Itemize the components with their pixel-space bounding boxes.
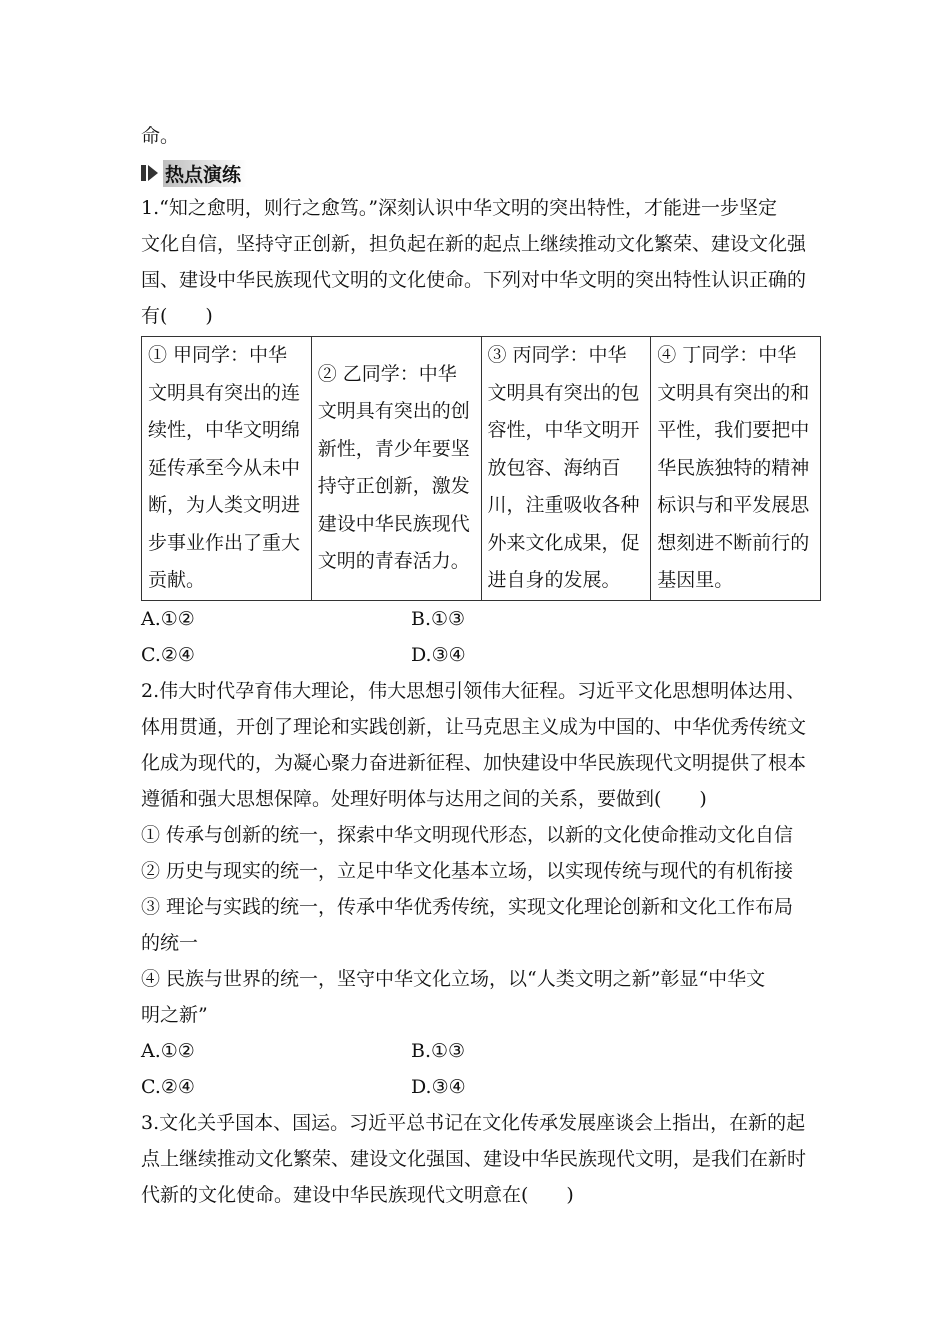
choice-d[interactable]: D.③④ — [411, 1075, 466, 1098]
q1-line: 有( ) — [141, 305, 213, 327]
q2-line: 化成为现代的，为凝心聚力奋进新征程、加快建设中华民族现代文明提供了根本 — [141, 751, 807, 774]
previous-fragment: 命。 — [141, 125, 180, 147]
choice-c[interactable]: C.②④ — [141, 643, 195, 666]
q2-choices-row — [141, 1033, 821, 1069]
q3-line: 点上继续推动文化繁荣、建设文化强国、建设中华民族现代文明，是我们在新时 — [141, 1147, 807, 1170]
q1-line: 1.“知之愈明，则行之愈笃。”深刻认识中华文明的突出特性，才能进一步坚定 — [141, 197, 778, 219]
q2-statement: 明之新” — [141, 1003, 208, 1026]
q1-statement-table — [141, 336, 821, 601]
q2-statement: ② 历史与现实的统一，立足中华文化基本立场，以实现传统与现代的有机衔接 — [141, 859, 794, 882]
document-page — [141, 118, 821, 1213]
q1-line: 文化自信，坚持守正创新，担负起在新的起点上继续推动文化繁荣、建设文化强 — [141, 233, 807, 255]
q2-statement: ③ 理论与实践的统一，传承中华优秀传统，实现文化理论创新和文化工作布局 — [141, 895, 794, 918]
q2-statement: ④ 民族与世界的统一，坚守中华文化立场，以“人类文明之新”彰显“中华文 — [141, 967, 766, 990]
q2-statement: 的统一 — [141, 931, 199, 954]
q1-line: 国、建设中华民族现代文明的文化使命。下列对中华文明的突出特性认识正确的 — [141, 269, 807, 291]
q2-statement: ① 传承与创新的统一，探索中华文明现代形态，以新的文化使命推动文化自信 — [141, 823, 794, 846]
statement-cell-2: ② 乙同学：中华文明具有突出的创新性，青少年要坚持守正创新，激发建设中华民族现代文明的青春活力。 — [311, 337, 481, 601]
statement-cell-3: ③ 丙同学：中华文明具有突出的包容性，中华文明开放包容、海纳百川，注重吸收各种外来文化成果，促进自身的发展。 — [481, 337, 651, 601]
choice-a[interactable]: A.①② — [141, 607, 195, 630]
section-marker-icon — [141, 164, 159, 182]
q2-line: 2.伟大时代孕育伟大理论，伟大思想引领伟大征程。习近平文化思想明体达用、 — [141, 679, 806, 702]
statement-cell-4: ④ 丁同学：中华文明具有突出的和平性，我们要把中华民族独特的精神标识与和平发展思想刻进不断前行的基因里。 — [651, 337, 821, 601]
q1-choices-row — [141, 637, 821, 673]
section-title: 热点演练 — [163, 160, 247, 187]
q2-choices-row — [141, 1069, 821, 1105]
choice-a[interactable]: A.①② — [141, 1039, 195, 1062]
q1-choices-row — [141, 601, 821, 637]
question-2 — [141, 673, 821, 1105]
statement-cell-1: ① 甲同学：中华文明具有突出的连续性，中华文明绵延传承至今从未中断，为人类文明进步事业作出了重大贡献。 — [142, 337, 312, 601]
choice-c[interactable]: C.②④ — [141, 1075, 195, 1098]
q2-line: 遵循和强大思想保障。处理好明体与达用之间的关系，要做到( ) — [141, 787, 707, 810]
question-1 — [141, 190, 821, 673]
choice-b[interactable]: B.①③ — [411, 1039, 466, 1062]
q2-line: 体用贯通，开创了理论和实践创新，让马克思主义成为中国的、中华优秀传统文 — [141, 715, 807, 738]
q3-line: 代新的文化使命。建设中华民族现代文明意在( ) — [141, 1183, 574, 1206]
section-header — [141, 156, 821, 190]
q3-line: 3.文化关乎国本、国运。习近平总书记在文化传承发展座谈会上指出，在新的起 — [141, 1111, 806, 1134]
choice-b[interactable]: B.①③ — [411, 607, 466, 630]
choice-d[interactable]: D.③④ — [411, 643, 466, 666]
question-3 — [141, 1105, 821, 1213]
